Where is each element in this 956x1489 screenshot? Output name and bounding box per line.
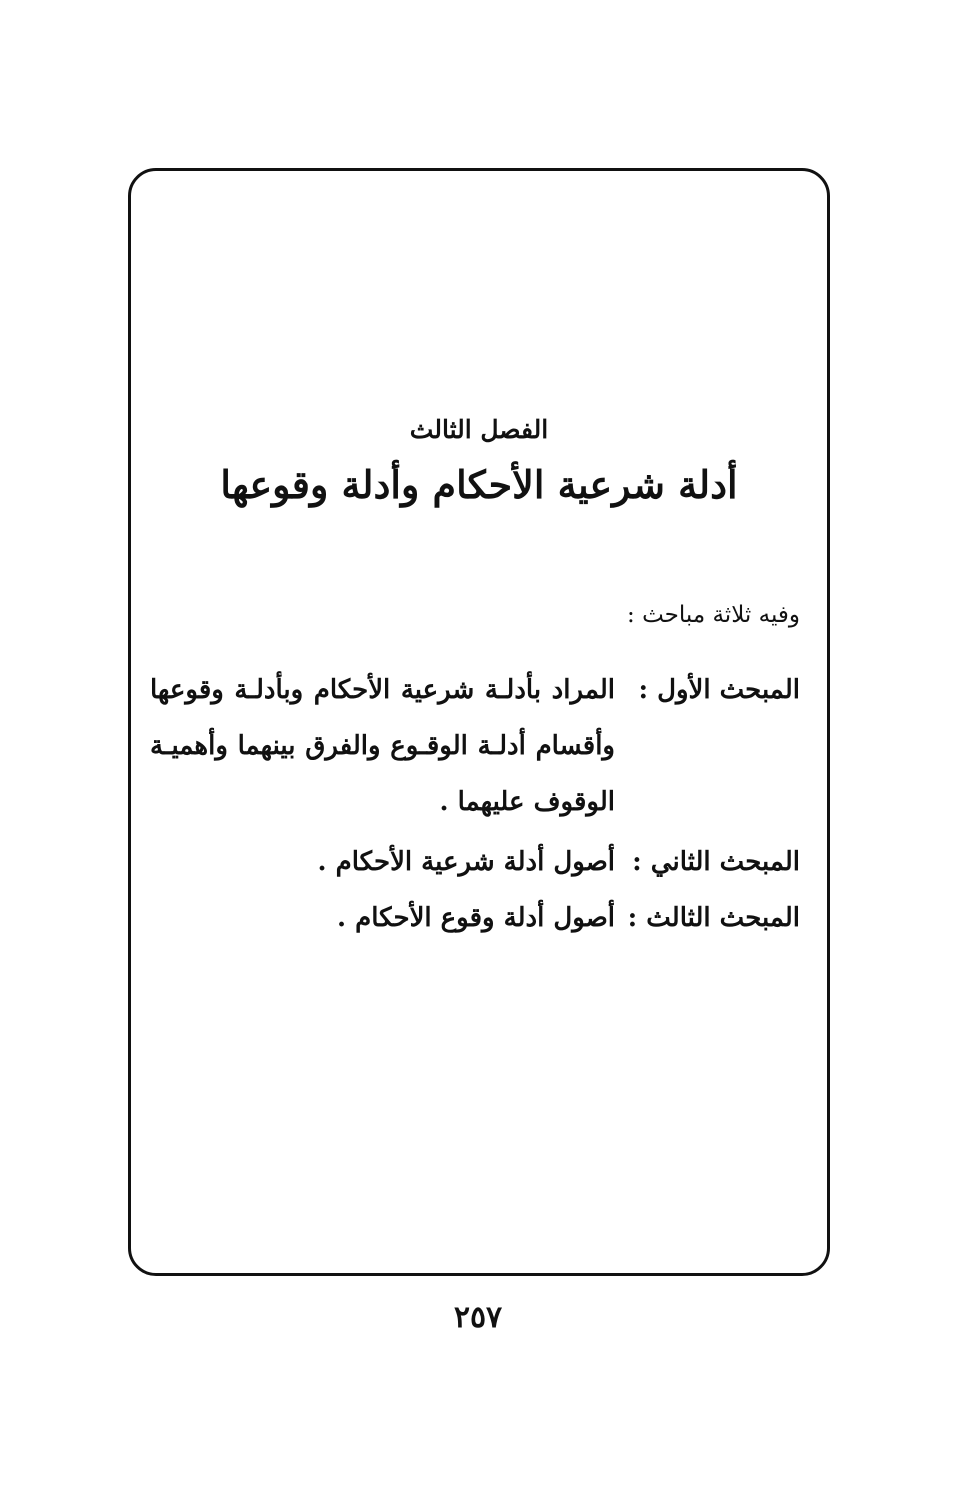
section-1-text: المراد بأدلـة شرعية الأحكام وبأدلـة وقوعها وأقسام أدلـة الوقـوع والفرق بينهما وأهميـة الوقوف عليهما . xyxy=(150,675,615,817)
section-2-label: المبحث الثاني : xyxy=(632,847,800,877)
section-1-label: المبحث الأول : xyxy=(638,675,800,705)
section-3-text: أصول أدلة وقوع الأحكام . xyxy=(337,903,615,933)
chapter-label: الفصل الثالث xyxy=(409,415,549,444)
section-2 xyxy=(150,834,800,890)
section-3-label: المبحث الثالث : xyxy=(627,903,800,933)
chapter-title: أدلة شرعية الأحكام وأدلة وقوعها xyxy=(220,462,738,507)
section-2-text: أصول أدلة شرعية الأحكام . xyxy=(317,847,615,877)
section-1 xyxy=(150,662,800,830)
intro-text: وفيه ثلاثة مباحث : xyxy=(627,602,800,628)
section-3 xyxy=(150,890,800,946)
page-number: ٢٥٧ xyxy=(453,1300,503,1335)
